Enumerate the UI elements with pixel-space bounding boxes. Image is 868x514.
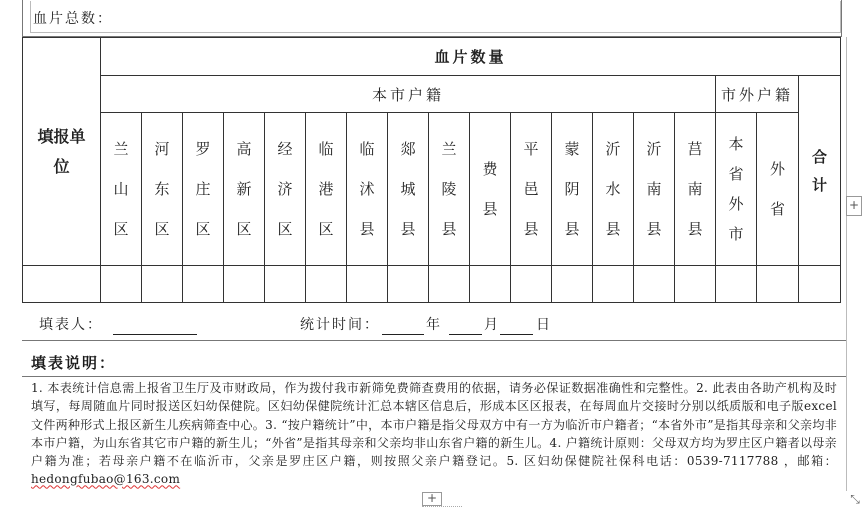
district-header-cell bbox=[224, 113, 265, 266]
total-box bbox=[22, 0, 842, 37]
count-input-cell[interactable] bbox=[757, 266, 799, 303]
email-link[interactable]: hedongfubao@163.com bbox=[31, 472, 181, 487]
district-char: 平 bbox=[523, 140, 539, 158]
count-input-cell[interactable] bbox=[101, 266, 142, 303]
month-input[interactable] bbox=[449, 320, 482, 335]
district-char: 陵 bbox=[441, 180, 457, 198]
local-registry-header: 本市户籍 bbox=[101, 76, 716, 113]
district-char: 邑 bbox=[523, 180, 539, 198]
district-char: 蒙 bbox=[564, 140, 580, 158]
unit-label-line1: 填报单 bbox=[37, 126, 86, 146]
district-char: 县 bbox=[687, 220, 703, 238]
month-label: 月 bbox=[484, 317, 500, 333]
count-input-cell[interactable] bbox=[716, 266, 757, 303]
district-char: 临 bbox=[359, 140, 375, 158]
unit-label-line2: 位 bbox=[53, 156, 70, 176]
quantity-title: 血片数量 bbox=[101, 38, 841, 76]
district-char: 区 bbox=[277, 220, 293, 238]
district-char: 县 bbox=[441, 220, 457, 238]
district-header-cell bbox=[757, 113, 799, 266]
district-char: 沭 bbox=[359, 180, 375, 198]
add-row-button[interactable]: + bbox=[422, 492, 442, 506]
count-input-cell[interactable] bbox=[265, 266, 306, 303]
notes-text bbox=[31, 379, 837, 489]
stat-time-label: 统计时间： bbox=[300, 317, 380, 333]
district-char: 沂 bbox=[646, 140, 662, 158]
count-input-cell[interactable] bbox=[224, 266, 265, 303]
count-input-cell[interactable] bbox=[593, 266, 634, 303]
district-char: 区 bbox=[195, 220, 211, 238]
district-header-cell bbox=[429, 113, 470, 266]
district-char: 莒 bbox=[687, 140, 703, 158]
district-char: 新 bbox=[236, 180, 252, 198]
district-char: 区 bbox=[318, 220, 334, 238]
filler-input[interactable] bbox=[113, 320, 197, 335]
district-char: 县 bbox=[646, 220, 662, 238]
district-char: 费 bbox=[482, 160, 498, 178]
district-char: 市 bbox=[728, 225, 744, 243]
district-char: 区 bbox=[113, 220, 129, 238]
district-char: 县 bbox=[605, 220, 621, 238]
year-label: 年 bbox=[426, 317, 442, 333]
district-char: 县 bbox=[482, 200, 498, 218]
district-char: 区 bbox=[236, 220, 252, 238]
district-char: 高 bbox=[236, 140, 252, 158]
district-char: 省 bbox=[769, 200, 785, 218]
district-header-cell bbox=[101, 113, 142, 266]
day-label: 日 bbox=[536, 317, 552, 333]
notes-divider bbox=[22, 340, 846, 341]
district-header-cell bbox=[183, 113, 224, 266]
district-char: 区 bbox=[154, 220, 170, 238]
form-fill-row bbox=[22, 304, 846, 340]
count-input-cell[interactable] bbox=[429, 266, 470, 303]
district-char: 省 bbox=[728, 165, 744, 183]
day-input[interactable] bbox=[500, 320, 533, 335]
district-row bbox=[23, 113, 841, 266]
count-input-cell[interactable] bbox=[634, 266, 675, 303]
district-char: 兰 bbox=[441, 140, 457, 158]
count-input-cell[interactable] bbox=[306, 266, 347, 303]
add-column-button[interactable]: + bbox=[846, 196, 862, 216]
count-input-cell[interactable] bbox=[183, 266, 224, 303]
district-char: 临 bbox=[318, 140, 334, 158]
district-char: 郯 bbox=[400, 140, 416, 158]
district-header-cell bbox=[552, 113, 593, 266]
count-input-cell[interactable] bbox=[552, 266, 593, 303]
district-char: 县 bbox=[359, 220, 375, 238]
total-column-header bbox=[799, 76, 841, 266]
unit-header-cell bbox=[23, 38, 101, 266]
district-char: 港 bbox=[318, 180, 334, 198]
district-char: 外 bbox=[769, 160, 785, 178]
total-label-line1: 合 bbox=[811, 147, 827, 166]
district-char: 县 bbox=[400, 220, 416, 238]
district-char: 县 bbox=[564, 220, 580, 238]
district-char: 县 bbox=[523, 220, 539, 238]
district-char: 庄 bbox=[195, 180, 211, 198]
notes-title: 填表说明： bbox=[31, 354, 117, 372]
count-input-cell[interactable] bbox=[511, 266, 552, 303]
district-header-cell bbox=[634, 113, 675, 266]
district-char: 阴 bbox=[564, 180, 580, 198]
district-header-cell bbox=[142, 113, 183, 266]
district-char: 山 bbox=[113, 180, 129, 198]
district-char: 济 bbox=[277, 180, 293, 198]
district-header-cell bbox=[716, 113, 757, 266]
district-char: 兰 bbox=[113, 140, 129, 158]
total-box-inner bbox=[30, 1, 841, 33]
district-header-cell bbox=[511, 113, 552, 266]
filler-label: 填表人： bbox=[39, 317, 103, 333]
data-entry-row bbox=[23, 266, 841, 303]
district-header-cell bbox=[265, 113, 306, 266]
district-char: 南 bbox=[646, 180, 662, 198]
table-resize-icon[interactable]: ⤡ bbox=[850, 492, 860, 506]
blood-sample-table bbox=[22, 37, 841, 303]
district-char: 东 bbox=[154, 180, 170, 198]
district-char: 南 bbox=[687, 180, 703, 198]
district-header-cell bbox=[388, 113, 429, 266]
outside-registry-header: 市外户籍 bbox=[716, 76, 799, 113]
district-header-cell bbox=[675, 113, 716, 266]
district-header-cell bbox=[593, 113, 634, 266]
total-label-line2: 计 bbox=[811, 175, 827, 194]
district-char: 水 bbox=[605, 180, 621, 198]
district-char: 城 bbox=[400, 180, 416, 198]
total-label: 血片总数： bbox=[33, 11, 113, 27]
total-input-cell[interactable] bbox=[799, 266, 841, 303]
unit-input-cell[interactable] bbox=[23, 266, 101, 303]
district-header-cell bbox=[306, 113, 347, 266]
district-char: 罗 bbox=[195, 140, 211, 158]
count-input-cell[interactable] bbox=[142, 266, 183, 303]
count-input-cell[interactable] bbox=[470, 266, 511, 303]
district-char: 沂 bbox=[605, 140, 621, 158]
count-input-cell[interactable] bbox=[675, 266, 716, 303]
district-header-cell bbox=[347, 113, 388, 266]
notes-body: 1. 本表统计信息需上报省卫生厅及市财政局，作为拨付我市新筛免费筛查费用的依据，请务必保证数据准确性和完整性。2. 此表由各助产机构及时填写，每周随血片同时报送区妇幼保健院。区妇幼保健院统计汇总本辖区信息后，形成本区区报表，在每周血片交接时分别以纸质版和电子版excel文件两种形式上报区新生儿疾病筛查中心。3. “按户籍统计”中，本市户籍是指父母双方中有一方为临沂市户籍者；“本省外市”是指其母亲和父亲均非本市户籍，为山东省其它市户籍的新生儿；“外省”是指其母亲和父亲均非山东省户籍的新生儿。4. 户籍统计原则：父母双方均为罗庄区户籍者以母亲户籍为准；若母亲户籍不在临沂市，父亲是罗庄区户籍，则按照父亲户籍登记。5. 区妇幼保健院社保科电话：0539-7117788 ，邮箱： bbox=[31, 381, 837, 469]
district-char: 河 bbox=[154, 140, 170, 158]
district-header-cell bbox=[470, 113, 511, 266]
year-input[interactable] bbox=[382, 320, 424, 335]
count-input-cell[interactable] bbox=[388, 266, 429, 303]
district-char: 经 bbox=[277, 140, 293, 158]
count-input-cell[interactable] bbox=[347, 266, 388, 303]
district-char: 本 bbox=[728, 135, 744, 153]
district-char: 外 bbox=[728, 195, 744, 213]
